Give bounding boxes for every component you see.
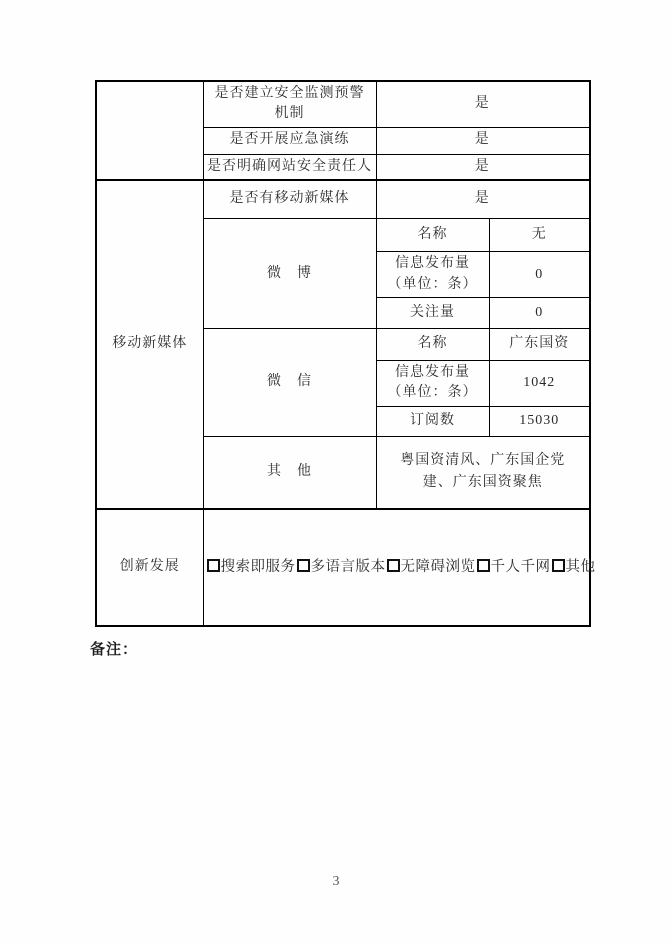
report-table: [95, 80, 596, 627]
security-answer-drill: 是: [376, 127, 590, 154]
security-question-monitoring-line2: 机制: [274, 106, 305, 122]
table-row: [96, 81, 590, 127]
weibo-posts-value: 0: [489, 252, 590, 298]
wechat-name-label: 名称: [376, 328, 489, 360]
wechat-posts-label-line1: 信息发布量: [395, 364, 470, 380]
wechat-label: 微 信: [203, 328, 376, 436]
security-question-responsible: 是否明确网站安全责任人: [203, 154, 376, 180]
table-row: [96, 180, 590, 219]
option-label-multilingual: 多语言版本: [310, 559, 386, 576]
weibo-posts-label: [376, 252, 489, 298]
weibo-followers-value: 0: [489, 297, 590, 328]
mobile-media-group-label: 移动新媒体: [96, 180, 203, 509]
other-media-label: 其 他: [203, 436, 376, 509]
other-media-value: 粤国资清风、广东国企党建、广东国资聚焦: [376, 436, 590, 509]
security-question-drill: 是否开展应急演练: [203, 127, 376, 154]
carryover-group-cell: [96, 81, 203, 180]
wechat-posts-value: 1042: [489, 360, 590, 406]
innovation-options-cell: [203, 509, 596, 626]
checkbox-other[interactable]: [552, 559, 565, 572]
table-row: [96, 509, 590, 626]
security-answer-monitoring: 是: [376, 81, 590, 127]
checkbox-accessibility[interactable]: [387, 559, 400, 572]
wechat-name-value: 广东国资: [489, 328, 590, 360]
weibo-posts-label-line1: 信息发布量: [395, 256, 470, 272]
has-mobile-media-label: 是否有移动新媒体: [203, 180, 376, 219]
remarks-label: 备注：: [90, 642, 139, 658]
option-label-search-as-service: 搜索即服务: [220, 559, 296, 576]
security-question-monitoring: [203, 81, 376, 127]
checkbox-search-as-service[interactable]: [207, 559, 220, 572]
wechat-posts-label: [376, 360, 489, 406]
security-question-monitoring-line1: 是否建立安全监测预警: [214, 86, 365, 101]
wechat-subscribers-value: 15030: [489, 406, 590, 436]
wechat-subscribers-label: 订阅数: [376, 406, 489, 436]
option-label-personalized: 千人千网: [490, 559, 551, 576]
option-label-other: 其他: [565, 559, 596, 576]
security-answer-responsible: 是: [376, 154, 590, 180]
checkbox-multilingual[interactable]: [297, 559, 310, 572]
has-mobile-media-answer: 是: [376, 180, 590, 219]
weibo-name-label: 名称: [376, 219, 489, 252]
weibo-followers-label: 关注量: [376, 297, 489, 328]
innovation-group-label: 创新发展: [96, 509, 203, 626]
weibo-posts-label-line2: （单位：条）: [387, 276, 478, 292]
wechat-posts-label-line2: （单位：条）: [387, 385, 478, 401]
innovation-options-row: [206, 557, 596, 578]
checkbox-personalized[interactable]: [477, 559, 490, 572]
option-label-accessibility: 无障碍浏览: [400, 559, 476, 576]
page-number: 3: [332, 874, 340, 889]
weibo-name-value: 无: [489, 219, 590, 252]
weibo-label: 微 博: [203, 219, 376, 329]
